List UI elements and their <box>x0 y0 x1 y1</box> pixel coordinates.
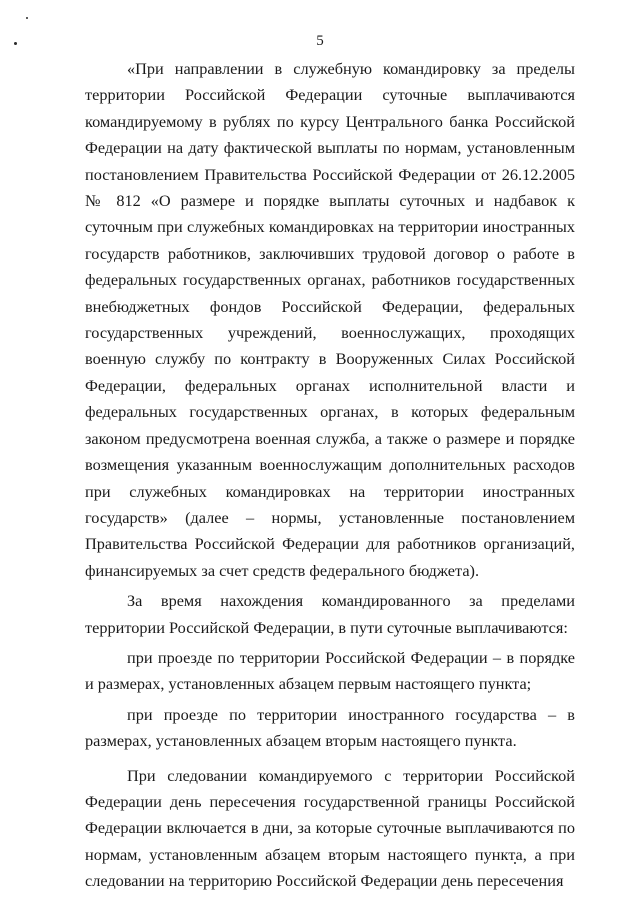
page-number: 5 <box>316 33 324 49</box>
scan-speck <box>26 17 28 19</box>
paragraph-1: «При направлении в служебную командировку за пределы территории Российской Федерации суточные выплачиваются командируемому в рублях по курсу Центрального банка Российской Федерации на дату фактической выплаты по нормам, установленным постановлением Правительства Российской Федерации от 26.12.2005 № 812 «О размере и порядке выплаты суточных и надбавок к суточным при служебных командировках на территории иностранных государств работников, заключивших трудовой договор о работе в федеральных государственных органах, работников государственных внебюджетных фондов Российской Федерации, федеральных государственных учреждений, военнослужащих, проходящих военную службу по контракту в Вооруженных Силах Российской Федерации, федеральных органах исполнительной власти и федеральных государственных органах, в которых федеральным законом предусмотрена военная служба, а также о размере и порядке возмещения указанным военнослужащим дополнительных расходов при служебных командировках на территории иностранных государств» (далее – нормы, установленные постановлением Правительства Российской Федерации для работников организаций, финансируемых за счет средств федерального бюджета). <box>85 59 575 580</box>
paragraph-5: При следовании командируемого с территории Российской Федерации день пересечения государственной границы Российской Федерации включается в дни, за которые суточные выплачиваются по нормам, установленным абзацем вторым настоящего пункта, а при следовании на территорию Российской Федерации день пересечения <box>85 765 575 891</box>
paragraph-2: За время нахождения командированного за пределами территории Российской Федерации, в пути суточные выплачиваются: <box>85 591 575 637</box>
paragraph-3: при проезде по территории Российской Федерации – в порядке и размерах, установленных абзацем первым настоящего пункта; <box>85 647 575 694</box>
paragraph-4: при проезде по территории иностранного государства – в размерах, установленных абзацем вторым настоящего пункта. <box>85 704 575 751</box>
document-body <box>85 56 575 895</box>
